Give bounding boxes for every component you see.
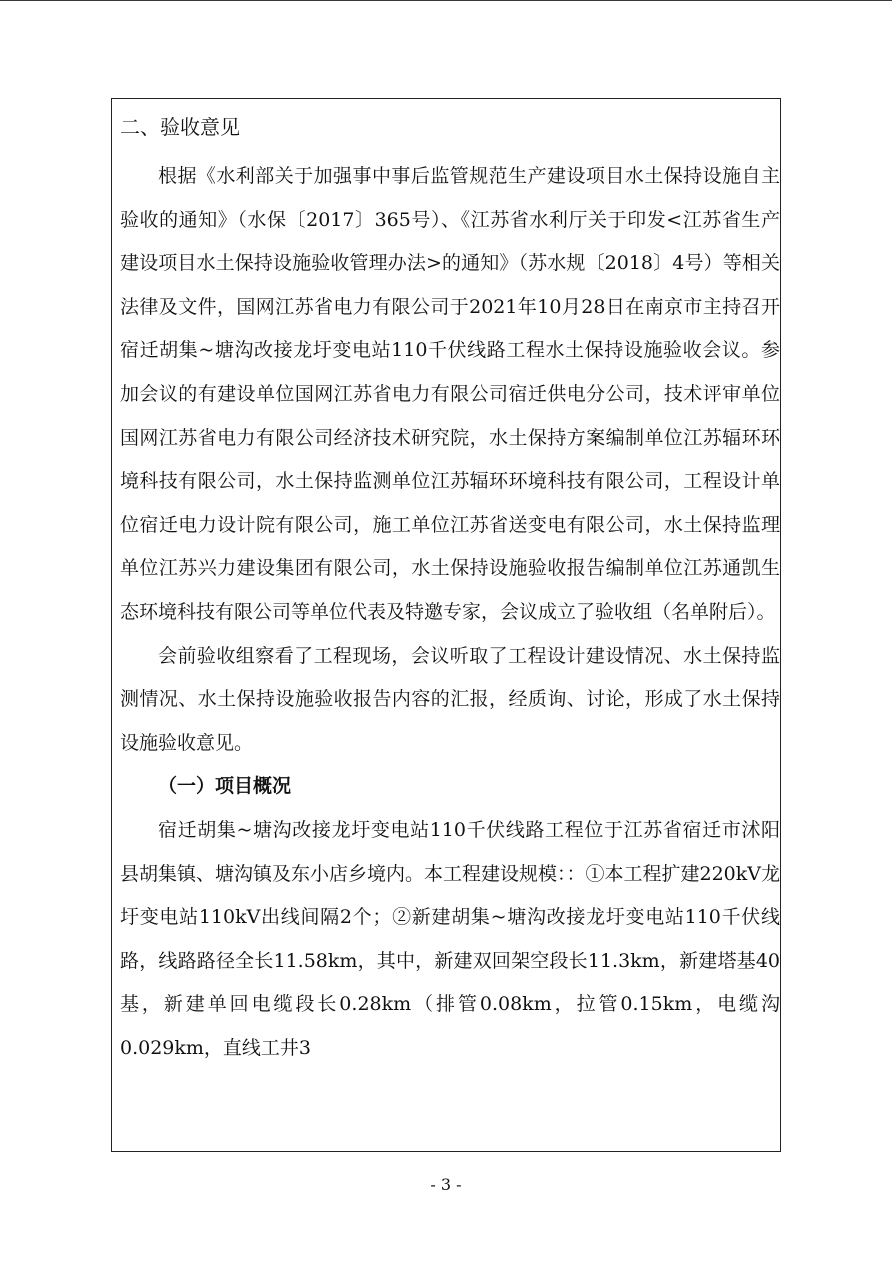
section-body xyxy=(120,155,780,1070)
paragraph-meeting-process: 会前验收组察看了工程现场，会议听取了工程设计建设情况、水土保持监测情况、水土保持设施验收报告内容的汇报，经质询、讨论，形成了水土保持设施验收意见。 xyxy=(120,644,780,754)
top-border-line xyxy=(0,0,892,1)
opinion-section-box xyxy=(111,98,781,1152)
section-heading: 二、验收意见 xyxy=(120,115,240,139)
paragraph-legal-basis: 根据《水利部关于加强事中事后监管规范生产建设项目水土保持设施自主验收的通知》（水保〔2017〕365号）、《江苏省水利厅关于印发<江苏省生产建设项目水土保持设施验收管理办法>的通知》（苏水规〔2018〕4号）等相关法律及文件，国网江苏省电力有限公司于2021年10月28日在南京市主持召开宿迁胡集~塘沟改接龙圩变电站110千伏线路工程水土保持设施验收会议。参加会议的有建设单位国网江苏省电力有限公司宿迁供电分公司，技术评审单位国网江苏省电力有限公司经济技术研究院，水土保持方案编制单位江苏辐环环境科技有限公司，水土保持监测单位江苏辐环环境科技有限公司，工程设计单位宿迁电力设计院有限公司，施工单位江苏省送变电有限公司，水土保持监理单位江苏兴力建设集团有限公司，水土保持设施验收报告编制单位江苏通凯生态环境科技有限公司等单位代表及特邀专家，会议成立了验收组（名单附后）。 xyxy=(120,165,780,623)
subsection-heading: （一）项目概况 xyxy=(158,775,292,798)
page-number: - 3 - xyxy=(430,1175,462,1194)
paragraph-project-overview: 宿迁胡集~塘沟改接龙圩变电站110千伏线路工程位于江苏省宿迁市沭阳县胡集镇、塘沟镇及东小店乡境内。本工程建设规模：：①本工程扩建220kV龙圩变电站110kV出线间隔2个；②新建胡集~塘沟改接龙圩变电站110千伏线路，线路路径全长11.58km，其中，新建双回架空段长11.3km，新建塔基40基，新建单回电缆段长0.28km（排管0.08km，拉管0.15km，电缆沟0.029km，直线工井3 xyxy=(120,818,781,1059)
